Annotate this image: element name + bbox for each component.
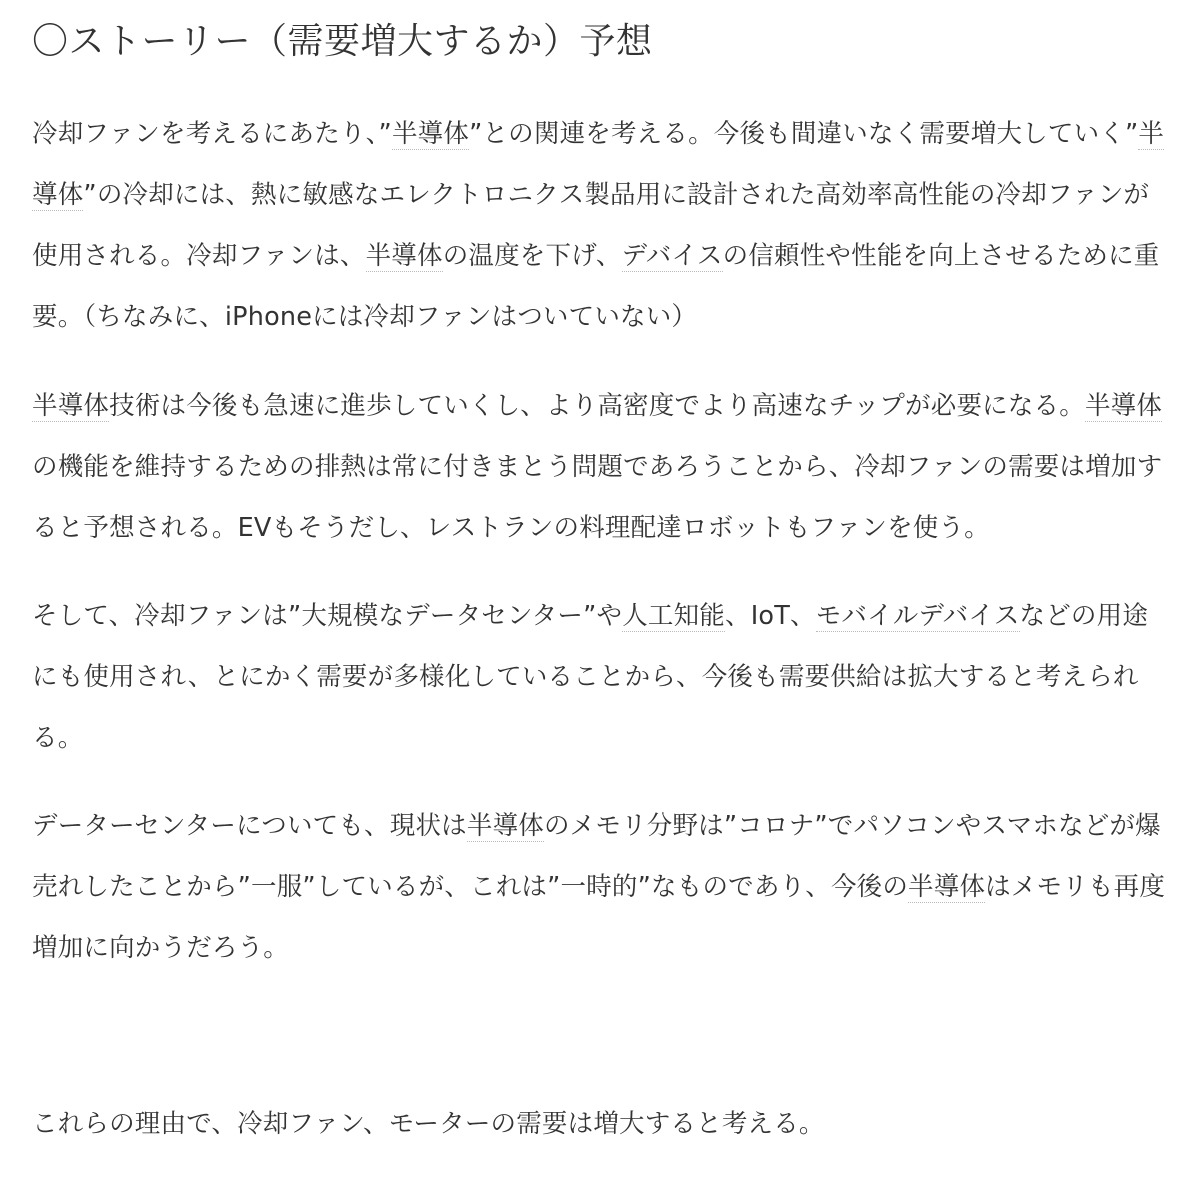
keyword-link[interactable]: 半導体 (32, 391, 110, 421)
paragraph-text: そして、冷却ファンは”大規模なデータセンター”や (32, 601, 623, 631)
paragraph-text: 技術は今後も急速に進歩していくし、より高密度でより高速なチップが必要になる。 (109, 391, 1085, 421)
paragraph-text: の機能を維持するための排熱は常に付きまとう問題であろうことから、冷却ファンの需要は増加すると予想される。EVもそうだし、レストランの料理配達ロボットもファンを使う。 (32, 452, 1163, 543)
paragraph-text: の信頼性や性能を向上させるために重要。（ちなみに、iPhoneには冷却ファンはついていない） (32, 241, 1160, 332)
section-heading: 〇ストーリー（需要増大するか）予想 (32, 21, 653, 62)
keyword-link[interactable]: 半導体 (466, 811, 544, 841)
paragraph-text: のメモリ分野は”コロナ”でパソコンやスマホなどが爆売れしたことから”一服”しているが、これは”一時的”なものであり、今後の (32, 811, 1161, 902)
paragraph-text: などの用途にも使用され、とにかく需要が多様化していることから、今後も需要供給は拡大すると考えられる。 (32, 601, 1149, 753)
paragraph-text: これらの理由で、冷却ファン、モーターの需要は増大すると考える。 (32, 1109, 825, 1139)
keyword-link[interactable]: モバイルデバイス (815, 601, 1020, 631)
paragraph-text: の温度を下げ、 (442, 241, 622, 271)
paragraph-4 (32, 796, 1168, 979)
keyword-link[interactable]: 半導体 (908, 872, 986, 902)
paragraph-text: はメモリも再度増加に向かうだろう。 (32, 872, 1166, 963)
keyword-link[interactable]: 半導体 (365, 241, 443, 271)
paragraph-text: ”との関連を考える。今後も間違いなく需要増大していく” (469, 119, 1139, 149)
paragraph-5 (32, 1094, 1168, 1155)
paragraph-text: 冷却ファンを考えるにあたり、” (32, 119, 392, 149)
paragraph-2 (32, 376, 1168, 559)
paragraph-1 (32, 104, 1168, 348)
article-body (32, 12, 1168, 1139)
keyword-link[interactable]: 人工知能 (622, 601, 725, 631)
paragraph-text: データーセンターについても、現状は (32, 811, 467, 841)
paragraph-text: 、IoT、 (725, 601, 816, 631)
keyword-link[interactable]: 半導体 (1084, 391, 1163, 421)
keyword-link[interactable]: 半導体 (32, 119, 1165, 210)
paragraph-text: ”の冷却には、熱に敏感なエレクトロニクス製品用に設計された高効率高性能の冷却ファンが使用される。冷却ファンは、 (32, 180, 1150, 271)
paragraph-3 (32, 586, 1168, 769)
keyword-link[interactable]: 半導体 (391, 119, 470, 149)
keyword-link[interactable]: デバイス (621, 241, 723, 271)
